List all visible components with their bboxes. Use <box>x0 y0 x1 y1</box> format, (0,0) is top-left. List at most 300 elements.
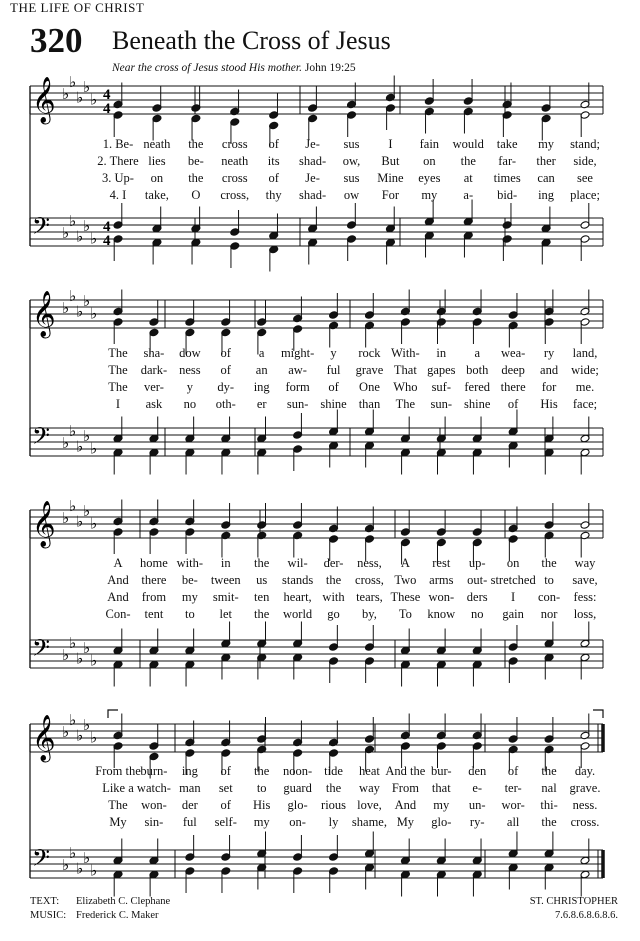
lyric-syllable: For <box>381 188 400 202</box>
tenor-note <box>472 839 482 865</box>
lyric-syllable: there <box>500 380 526 394</box>
lyric-syllable: fess: <box>573 590 597 604</box>
svg-text:♭: ♭ <box>69 72 77 91</box>
lyric-syllable: My <box>109 815 127 829</box>
lyric-syllable: and <box>540 363 559 377</box>
tune-name: ST. CHRISTOPHER <box>529 896 618 907</box>
svg-text:♭: ♭ <box>76 859 84 878</box>
svg-text:♭: ♭ <box>90 514 98 533</box>
lyric-syllable: on <box>423 154 436 168</box>
bass-note <box>329 867 339 893</box>
lyric-syllable: y <box>186 380 193 394</box>
lyric-syllable: e- <box>472 781 483 795</box>
lyric-syllable: of <box>328 380 339 394</box>
lyric-syllable: ing <box>253 380 270 394</box>
lyric-syllable: heat <box>359 764 380 778</box>
lyric-syllable: for <box>541 380 557 394</box>
bracket-mark-left <box>108 710 118 718</box>
lyric-syllable: glo- <box>431 815 452 829</box>
tenor-note <box>364 832 374 858</box>
key-signature-icon <box>62 844 97 880</box>
lyrics-system-4 <box>0 764 640 832</box>
lyric-syllable: the <box>541 764 557 778</box>
svg-text:♭: ♭ <box>83 716 91 734</box>
lyric-syllable: cross, <box>220 188 250 202</box>
lyric-syllable: 1. Be- <box>102 137 134 151</box>
svg-text:♭: ♭ <box>69 843 77 862</box>
lyric-syllable: of <box>268 137 279 151</box>
svg-text:♭: ♭ <box>69 421 77 440</box>
svg-text:♭: ♭ <box>62 646 70 664</box>
lyric-syllable: noon- <box>283 764 313 778</box>
tenor-note <box>508 832 518 858</box>
tenor-note <box>544 832 554 858</box>
lyric-syllable: the <box>188 171 204 185</box>
lyric-syllable: stands <box>281 573 314 587</box>
lyric-syllable: stand; <box>570 137 600 151</box>
lyric-syllable: sha- <box>143 346 165 360</box>
lyric-syllable: And <box>394 798 417 812</box>
bass-note <box>293 867 303 893</box>
lyric-syllable: might- <box>280 346 315 360</box>
svg-text:♭: ♭ <box>62 299 70 317</box>
lyric-syllable: love, <box>357 798 382 812</box>
lyric-syllable: of <box>507 764 519 778</box>
lyric-syllable: The <box>108 346 128 360</box>
soprano-note <box>580 714 590 740</box>
svg-text:♭: ♭ <box>76 512 84 531</box>
lyric-syllable: To <box>398 607 412 621</box>
svg-text:♭: ♭ <box>83 849 91 867</box>
svg-text:♭: ♭ <box>90 229 98 248</box>
lyric-syllable: O <box>191 188 201 202</box>
lyric-syllable: 4. I <box>109 188 127 202</box>
lyric-syllable: way <box>359 781 380 795</box>
lyric-syllable: cross. <box>570 815 600 829</box>
bracket-mark-right <box>593 710 603 718</box>
lyric-syllable: bur- <box>431 764 452 778</box>
lyric-syllable: Who <box>393 380 418 394</box>
lyric-syllable: dy- <box>217 380 235 394</box>
lyric-syllable: ry <box>543 346 555 360</box>
lyric-syllable: tide <box>324 764 343 778</box>
svg-text:♭: ♭ <box>83 78 91 96</box>
lyric-syllable: arms <box>429 573 454 587</box>
lyric-syllable: dark- <box>140 363 168 377</box>
lyric-syllable: bid- <box>497 188 518 202</box>
lyric-syllable: ter- <box>504 781 522 795</box>
lyric-syllable: on <box>150 171 164 185</box>
lyric-syllable: me. <box>575 380 595 394</box>
lyric-syllable: with- <box>176 556 204 570</box>
lyric-syllable: day. <box>574 764 596 778</box>
lyric-syllable: ness. <box>572 798 598 812</box>
lyric-syllable: These <box>390 590 421 604</box>
lyric-syllable: my <box>538 137 555 151</box>
lyric-syllable: burn- <box>140 764 168 778</box>
lyric-syllable: gain <box>502 607 524 621</box>
lyric-syllable: ing <box>538 188 555 202</box>
svg-text:♭: ♭ <box>83 502 91 520</box>
lyric-syllable: neath <box>221 154 249 168</box>
lyric-syllable: out- <box>467 573 488 587</box>
lyric-syllable: the <box>541 556 557 570</box>
lyric-syllable: a- <box>463 188 474 202</box>
lyric-syllable: the <box>460 154 476 168</box>
tenor-note <box>185 835 195 861</box>
lyric-syllable: man <box>179 781 201 795</box>
lyric-syllable: sus <box>343 137 360 151</box>
tenor-note <box>293 835 303 861</box>
svg-text:♭: ♭ <box>69 286 77 305</box>
lyric-syllable: From the <box>95 764 141 778</box>
svg-text:♭: ♭ <box>90 439 98 458</box>
section-header: THE LIFE OF CHRIST <box>10 0 145 15</box>
lyric-syllable: go <box>327 607 340 621</box>
epigraph-quote: Near the cross of Jesus stood His mother. <box>112 62 302 74</box>
lyric-syllable: won- <box>428 590 455 604</box>
bass-note <box>149 870 159 896</box>
svg-text:♭: ♭ <box>62 224 70 242</box>
lyric-syllable: to <box>544 573 554 587</box>
lyric-syllable: the <box>325 781 342 795</box>
lyric-syllable: guard <box>283 781 312 795</box>
lyric-syllable: cross <box>221 171 248 185</box>
lyric-syllable: grave <box>355 363 384 377</box>
lyric-syllable: ask <box>145 397 163 411</box>
lyric-syllable: His <box>540 397 558 411</box>
bass-clef-icon: 𝄢 <box>32 844 51 877</box>
treble-clef-icon: 𝄞 <box>32 77 56 123</box>
svg-text:♭: ♭ <box>90 651 98 670</box>
lyric-syllable: take, <box>144 188 169 202</box>
lyric-syllable: know <box>427 607 456 621</box>
lyric-syllable: dow <box>179 346 201 360</box>
lyric-syllable: y <box>330 346 337 360</box>
lyric-syllable: both <box>466 363 489 377</box>
lyric-syllable: thi- <box>540 798 558 812</box>
lyric-syllable: would <box>452 137 484 151</box>
lyric-syllable: der- <box>323 556 344 570</box>
lyric-syllable: But <box>381 154 400 168</box>
verse-line-1 <box>0 764 640 781</box>
lyric-syllable: the <box>325 573 342 587</box>
lyric-syllable: Con- <box>105 607 131 621</box>
lyric-syllable: the <box>188 137 204 151</box>
lyric-syllable: loss, <box>573 607 597 621</box>
lyric-syllable: grave. <box>569 781 601 795</box>
lyric-syllable: thy <box>265 188 282 202</box>
lyric-syllable: tent <box>144 607 164 621</box>
svg-text:♭: ♭ <box>62 434 70 452</box>
svg-text:♭: ♭ <box>90 861 98 880</box>
lyric-syllable: home <box>140 556 168 570</box>
lyric-syllable: face; <box>572 397 598 411</box>
lyric-syllable: sun- <box>430 397 453 411</box>
lyric-syllable: oth- <box>215 397 236 411</box>
key-signature-icon <box>62 711 97 747</box>
lyric-syllable: ful <box>326 363 341 377</box>
lyric-syllable: fain <box>419 137 440 151</box>
lyric-syllable: nal <box>541 781 557 795</box>
time-signature: 4 <box>103 233 111 249</box>
lyric-syllable: rock <box>358 346 381 360</box>
lyric-syllable: in <box>220 556 231 570</box>
lyric-syllable: from <box>141 590 167 604</box>
lyric-syllable: shad- <box>299 188 327 202</box>
treble-clef-icon: 𝄞 <box>32 715 56 761</box>
soprano-note <box>149 724 159 750</box>
soprano-note <box>257 717 267 743</box>
lyric-syllable: smit- <box>212 590 239 604</box>
lyric-syllable: den <box>468 764 487 778</box>
lyric-syllable: my <box>421 188 438 202</box>
bass-note <box>400 870 410 896</box>
lyric-syllable: can <box>537 171 555 185</box>
lyric-syllable: tears, <box>356 590 383 604</box>
lyric-syllable: A <box>400 556 410 570</box>
lyric-syllable: form <box>285 380 310 394</box>
tenor-note <box>221 835 231 861</box>
svg-text:♭: ♭ <box>90 90 98 109</box>
lyric-syllable: nor <box>540 607 558 621</box>
soprano-note <box>472 714 482 740</box>
lyric-syllable: shine <box>320 397 347 411</box>
lyric-syllable: us <box>256 573 268 587</box>
lyric-syllable: save, <box>572 573 598 587</box>
lyric-syllable: wide; <box>571 363 599 377</box>
lyric-syllable: to <box>256 781 267 795</box>
lyric-syllable: watch- <box>136 781 171 795</box>
soprano-note <box>436 714 446 740</box>
lyric-syllable: That <box>393 363 417 377</box>
lyric-syllable: The <box>108 380 128 394</box>
lyric-syllable: on- <box>289 815 306 829</box>
lyric-syllable: One <box>359 380 380 394</box>
lyric-syllable: And <box>107 590 129 604</box>
lyric-syllable: cross, <box>355 573 384 587</box>
lyric-syllable: glo- <box>287 798 308 812</box>
lyric-syllable: deep <box>501 363 525 377</box>
hymn-number: 320 <box>30 21 83 60</box>
tune-info <box>530 895 618 923</box>
lyric-syllable: sun- <box>286 397 309 411</box>
lyric-syllable: of <box>220 363 231 377</box>
lyric-syllable: ther <box>536 154 556 168</box>
lyric-syllable: From <box>391 781 419 795</box>
treble-clef-icon: 𝄞 <box>32 291 56 337</box>
lyric-syllable: no <box>183 397 197 411</box>
lyric-syllable: His <box>253 798 271 812</box>
lyric-syllable: on <box>506 556 520 570</box>
svg-text:♭: ♭ <box>76 88 84 107</box>
lyric-syllable: shad- <box>299 154 327 168</box>
lyric-syllable: an <box>255 363 268 377</box>
soprano-note <box>544 717 554 743</box>
svg-text:♭: ♭ <box>62 723 70 741</box>
lyric-syllable: I <box>115 397 121 411</box>
lyric-syllable: all <box>506 815 520 829</box>
tenor-note <box>113 839 123 865</box>
lyric-syllable: ness, <box>357 556 382 570</box>
soprano-note <box>113 714 123 740</box>
soprano-note <box>508 717 518 743</box>
svg-text:♭: ♭ <box>69 633 77 652</box>
lyric-syllable: The <box>108 798 128 812</box>
lyric-syllable: 2. There <box>97 154 139 168</box>
lyric-syllable: there <box>141 573 167 587</box>
lyric-syllable: let <box>219 607 233 621</box>
lyric-syllable: world <box>283 607 313 621</box>
lyric-syllable: fered <box>464 380 491 394</box>
lyric-syllable: ders <box>466 590 488 604</box>
lyric-syllable: land, <box>572 346 598 360</box>
text-credit: TEXT: Elizabeth C. Clephane MUSIC: Frederick C. Maker <box>30 896 171 921</box>
tenor-note <box>329 835 339 861</box>
lyric-syllable: that <box>431 781 451 795</box>
lyric-syllable: see <box>577 171 593 185</box>
verse-line-2 <box>0 781 640 798</box>
svg-text:♭: ♭ <box>76 726 84 745</box>
lyric-syllable: Je- <box>305 171 320 185</box>
soprano-note <box>364 717 374 743</box>
lyric-syllable: ow, <box>342 154 361 168</box>
svg-text:♭: ♭ <box>76 649 84 668</box>
treble-clef-icon: 𝄞 <box>32 501 56 547</box>
lyric-syllable: rest <box>432 556 451 570</box>
lyric-syllable: eyes <box>418 171 441 185</box>
svg-text:♭: ♭ <box>76 227 84 246</box>
lyric-syllable: neath <box>143 137 171 151</box>
lyric-syllable: Je- <box>305 137 320 151</box>
lyric-syllable: The <box>395 397 416 411</box>
lyric-syllable: ing <box>181 764 198 778</box>
lyric-syllable: rious <box>321 798 347 812</box>
lyric-syllable: ver- <box>143 380 164 394</box>
lyric-syllable: I <box>388 137 393 151</box>
lyric-syllable: ten <box>254 590 270 604</box>
bass-note <box>364 863 374 889</box>
lyric-syllable: my <box>181 590 198 604</box>
lyric-syllable: A <box>113 556 123 570</box>
lyric-syllable: I <box>511 590 516 604</box>
lyric-syllable: shame, <box>351 815 387 829</box>
lyric-syllable: gapes <box>427 363 456 377</box>
bass-note <box>185 867 195 893</box>
tenor-note <box>436 839 446 865</box>
lyric-syllable: ly <box>328 815 339 829</box>
lyric-syllable: in <box>436 346 447 360</box>
lyric-syllable: won- <box>141 798 167 812</box>
svg-text:♭: ♭ <box>83 217 91 235</box>
bass-note <box>472 870 482 896</box>
soprano-note <box>400 714 410 740</box>
lyric-syllable: my <box>433 798 450 812</box>
bass-note <box>580 870 590 896</box>
lyric-syllable: ry- <box>469 815 485 829</box>
lyric-syllable: 3. Up- <box>102 171 134 185</box>
svg-text:♭: ♭ <box>69 496 77 515</box>
bass-note <box>221 867 231 893</box>
lyric-syllable: no <box>470 607 484 621</box>
lyric-syllable: ow <box>343 188 360 202</box>
time-signature: 4 <box>103 87 111 103</box>
tenor-note <box>149 839 159 865</box>
lyric-syllable: And <box>107 573 129 587</box>
lyric-syllable: of <box>507 397 519 411</box>
svg-text:♭: ♭ <box>69 211 77 230</box>
lyric-syllable: My <box>396 815 415 829</box>
lyric-syllable: shine <box>464 397 491 411</box>
lyric-syllable: un- <box>468 798 486 812</box>
bass-note <box>436 870 446 896</box>
lyric-syllable: Two <box>394 573 417 587</box>
svg-text:♭: ♭ <box>62 856 70 874</box>
bass-note <box>113 870 123 896</box>
lyric-syllable: with <box>322 590 345 604</box>
lyric-syllable: way <box>574 556 596 570</box>
lyric-syllable: con- <box>537 590 561 604</box>
lyric-syllable: wor- <box>501 798 525 812</box>
lyric-syllable: the <box>254 556 270 570</box>
lyric-syllable: of <box>220 346 231 360</box>
lyric-syllable: Mine <box>377 171 404 185</box>
verse-line-4 <box>0 815 640 832</box>
lyric-syllable: cross <box>221 137 248 151</box>
lyric-syllable: the <box>254 607 270 621</box>
lyric-syllable: be- <box>187 154 204 168</box>
epigraph-reference: John 19:25 <box>304 62 356 74</box>
time-signature: 4 <box>103 219 111 235</box>
lyric-syllable: far- <box>498 154 517 168</box>
svg-text:♭: ♭ <box>90 728 98 747</box>
lyric-syllable: by, <box>362 607 377 621</box>
bass-clef-icon: 𝄢 <box>32 212 51 245</box>
lyric-syllable: wil- <box>287 556 308 570</box>
svg-text:♭: ♭ <box>62 509 70 527</box>
lyric-syllable: a <box>474 346 480 360</box>
svg-text:♭: ♭ <box>90 304 98 323</box>
svg-text:♭: ♭ <box>76 437 84 456</box>
lyric-syllable: its <box>267 154 280 168</box>
svg-text:♭: ♭ <box>83 639 91 657</box>
lyric-syllable: of <box>268 171 279 185</box>
lyric-syllable: the <box>541 815 557 829</box>
lyric-syllable: stretched <box>490 573 536 587</box>
lyric-syllable: of <box>220 764 231 778</box>
tenor-note <box>580 839 590 865</box>
lyric-syllable: at <box>463 171 473 185</box>
bass-clef-icon: 𝄢 <box>32 634 51 667</box>
lyric-syllable: set <box>218 781 233 795</box>
lyric-syllable: Like a <box>102 781 134 795</box>
lyric-syllable: suf- <box>431 380 452 394</box>
lyric-syllable: the <box>254 764 270 778</box>
lyric-syllable: place; <box>570 188 600 202</box>
lyric-syllable: of <box>220 798 231 812</box>
lyric-syllable: And the <box>385 764 426 778</box>
lyric-syllable: to <box>184 607 195 621</box>
lyric-syllable: tween <box>210 573 241 587</box>
svg-text:♭: ♭ <box>76 302 84 321</box>
bass-note <box>508 863 518 889</box>
lyric-syllable: With- <box>391 346 420 360</box>
svg-text:♭: ♭ <box>83 427 91 445</box>
lyric-syllable: be- <box>181 573 198 587</box>
lyric-syllable: up- <box>468 556 486 570</box>
svg-text:♭: ♭ <box>83 292 91 310</box>
svg-text:♭: ♭ <box>69 710 77 729</box>
